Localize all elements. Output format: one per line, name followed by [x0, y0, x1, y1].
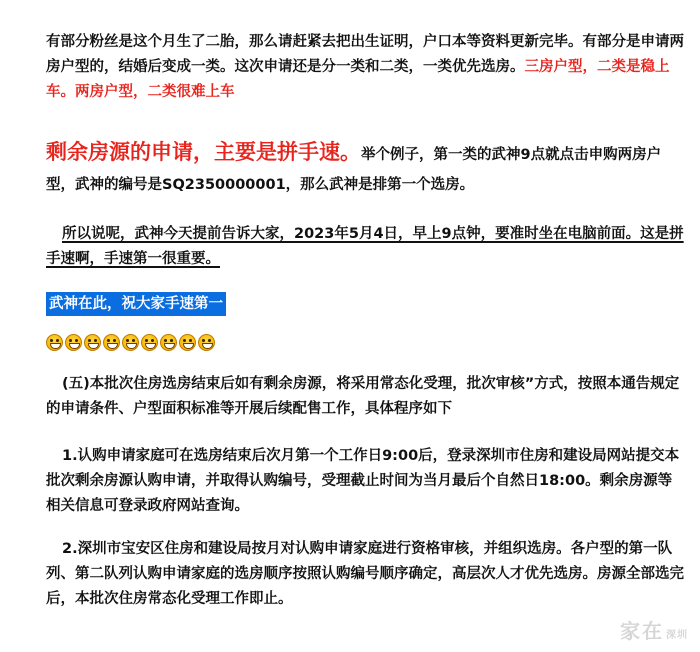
grinning-face-icon [46, 334, 63, 351]
blue-highlight-banner: 武神在此，祝大家手速第一 [46, 292, 226, 316]
paragraph-text: 1.认购申请家庭可在选房结束后次月第一个工作日9:00后，登录深圳市住房和建设局网站提交本批次剩余房源认购申请，并取得认购编号，受理截止时间为当月最后个自然日18:00。剩余房源等相关信息可登录政府网站查询。 [46, 448, 680, 514]
grinning-face-icon [65, 334, 82, 351]
emoji-row [46, 334, 686, 352]
grinning-face-icon [141, 334, 158, 351]
paragraph-text: 举个例子，第一类的武神9点就点击申购两房户型，武神的编号是SQ2350000001，那么武神是排第一个选房。 [46, 147, 662, 193]
paragraph-item-one [46, 444, 686, 519]
paragraph-text: (五)本批次住房选房结束后如有剩余房源，将采用常态化受理，批次审核”方式，按照本通告规定的申请条件、户型面积标准等开展后续配售工作，具体程序如下 [46, 376, 680, 417]
grinning-face-icon [198, 334, 215, 351]
paragraph-section-five [46, 372, 686, 422]
paragraph-text: 2.深圳市宝安区住房和建设局按月对认购申请家庭进行资格审核，并组织选房。各户型的第一队列、第二队列认购申请家庭的选房顺序按照认购编号顺序确定，高层次人才优先选房。房源全部选完后，本批次住房常态化受理工作即止。 [46, 541, 684, 607]
grinning-face-icon [103, 334, 120, 351]
paragraph-date-notice [46, 222, 686, 272]
paragraph-text: 有部分粉丝是这个月生了二胎，那么请赶紧去把出生证明，户口本等资料更新完毕。有部分是申请两房户型的，结婚后变成一类。这次申请还是分一类和二类，一类优先选房。 [46, 34, 684, 75]
watermark-sub: 深圳 [666, 630, 688, 641]
grinning-face-icon [160, 334, 177, 351]
article-body [46, 30, 686, 612]
grinning-face-icon [122, 334, 139, 351]
paragraph-item-two [46, 537, 686, 612]
grinning-face-icon [179, 334, 196, 351]
watermark-main: 家在 [620, 619, 664, 643]
headline-red: 剩余房源的申请，主要是拼手速。 [46, 140, 361, 164]
grinning-face-icon [84, 334, 101, 351]
highlight-red-text: 三房户型，二类是稳上车。两房户型，二类很难上车 [46, 59, 670, 100]
watermark-logo [620, 615, 688, 644]
banner-row [46, 292, 686, 316]
paragraph-speed [46, 137, 686, 200]
paragraph-second-child [46, 30, 686, 105]
underlined-text: 所以说呢，武神今天提前告诉大家，2023年5月4日，早上9点钟，要准时坐在电脑前面。这是拼手速啊，手速第一很重要。 [46, 226, 684, 267]
